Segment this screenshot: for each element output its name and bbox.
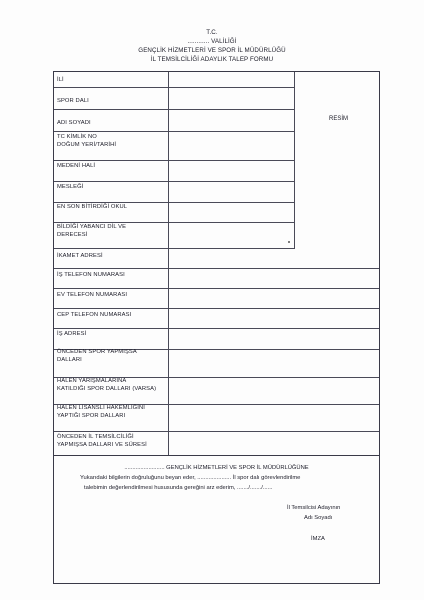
field-label: SPOR DALI	[57, 98, 89, 104]
field-label-cell	[54, 110, 169, 131]
field-label-cell	[54, 269, 169, 288]
field-value-cell[interactable]	[169, 223, 294, 248]
field-label: HALEN LİSANSLI HAKEMLİĞİNİ YAPTIĞI SPOR DALLARI	[57, 405, 145, 419]
application-form-table	[53, 71, 380, 584]
field-value-cell[interactable]	[169, 249, 379, 268]
field-label: CEP TELEFON NUMARASI	[57, 312, 132, 318]
form-row	[54, 269, 379, 289]
field-value-cell[interactable]	[169, 289, 379, 308]
statement-addressee: ......................... GENÇLİK HİZMETLERİ VE SPOR İL MÜDÜRLÜĞÜNE	[124, 465, 309, 471]
field-label: EN SON BİTİRDİĞİ OKUL	[57, 204, 128, 210]
photo-box-divider	[294, 72, 295, 249]
form-row	[54, 110, 294, 132]
field-label-cell	[54, 223, 169, 248]
field-label: İLİ	[57, 77, 64, 83]
field-label: MESLEĞİ	[57, 184, 84, 190]
field-label: İŞ ADRESİ	[57, 331, 87, 337]
field-value-cell[interactable]	[169, 309, 379, 328]
form-row	[54, 132, 294, 161]
field-label-cell	[54, 329, 169, 349]
field-value-cell[interactable]	[169, 432, 379, 455]
field-label: ÖNCEDEN İL TEMSİLCİLİĞİ YAPMIŞSA DALLARI VE SÜRESİ	[57, 434, 147, 448]
field-label: İŞ TELEFON NUMARASI	[57, 272, 125, 278]
form-row	[54, 72, 294, 88]
field-label: TC KİMLİK NO DOĞUM YERİ/TARİHİ	[57, 134, 117, 148]
field-label: MEDENİ HALİ	[57, 163, 96, 169]
field-label-cell	[54, 161, 169, 181]
field-label-cell	[54, 289, 169, 308]
header-tc: T.C.	[206, 29, 218, 36]
form-row	[54, 309, 379, 329]
field-value-cell[interactable]	[169, 203, 294, 222]
field-label-cell	[54, 182, 169, 202]
form-row	[54, 161, 294, 182]
field-value-cell[interactable]	[169, 329, 379, 349]
signature-name-label: Adı Soyadı	[304, 515, 333, 521]
field-value-cell[interactable]	[169, 132, 294, 160]
field-label-cell	[54, 88, 169, 109]
field-label: İKAMET ADRESİ	[57, 253, 103, 259]
field-value-cell[interactable]	[169, 182, 294, 202]
field-label: EV TELEFON NUMARASI	[57, 292, 128, 298]
field-label-cell	[54, 350, 169, 377]
header-valilik: ............ VALİLİĞİ	[187, 38, 237, 45]
field-label-cell	[54, 132, 169, 160]
field-value-cell[interactable]	[169, 88, 294, 109]
field-value-cell[interactable]	[169, 161, 294, 181]
statement-text-line1: Yukarıdaki bilgilerin doğruluğunu beyan eder, ..................... İl spor dalı görevlendirilme	[80, 475, 301, 481]
form-row	[54, 203, 294, 223]
field-label-cell	[54, 203, 169, 222]
signature-label: İMZA	[311, 536, 325, 542]
form-row	[54, 182, 294, 203]
field-label: ADI SOYADI	[57, 120, 91, 126]
photo-label: RESİM	[329, 116, 349, 122]
field-label-cell	[54, 309, 169, 328]
form-row	[54, 88, 294, 110]
field-label-cell	[54, 405, 169, 431]
field-label-cell	[54, 72, 169, 87]
signature-candidate-label: İl Temsilcisi Adayının	[287, 505, 341, 511]
field-label-cell	[54, 249, 169, 268]
form-row	[54, 378, 379, 405]
header-directorate: GENÇLİK HİZMETLERİ VE SPOR İL MÜDÜRLÜĞÜ	[138, 47, 286, 54]
field-value-cell[interactable]	[169, 405, 379, 431]
field-value-cell[interactable]	[169, 350, 379, 377]
field-label: ÖNCEDEN SPOR YAPMIŞSA DALLARI	[57, 349, 137, 363]
form-row	[54, 289, 379, 309]
statement-text-line2: talebimin değerlendirilmesi hususunda gereğini arz ederim, ......./......./......	[84, 485, 273, 491]
form-title: İL TEMSİLCİLİĞİ ADAYLIK TALEP FORMU	[150, 56, 274, 63]
form-row	[54, 432, 379, 456]
field-value-cell[interactable]	[169, 269, 379, 288]
form-row	[54, 249, 379, 269]
field-value-cell[interactable]	[169, 72, 294, 87]
form-row	[54, 350, 379, 378]
field-label-cell	[54, 432, 169, 455]
form-row	[54, 223, 294, 249]
field-label: HALEN YARIŞMALARINA KATILDIĞI SPOR DALLARI (VARSA)	[57, 378, 157, 392]
field-value-cell[interactable]	[169, 110, 294, 131]
form-row	[54, 405, 379, 432]
field-label-cell	[54, 378, 169, 404]
field-label: BİLDİĞİ YABANCI DİL VE DERECESİ	[57, 224, 127, 238]
field-value-cell[interactable]	[169, 378, 379, 404]
form-row	[54, 329, 379, 350]
